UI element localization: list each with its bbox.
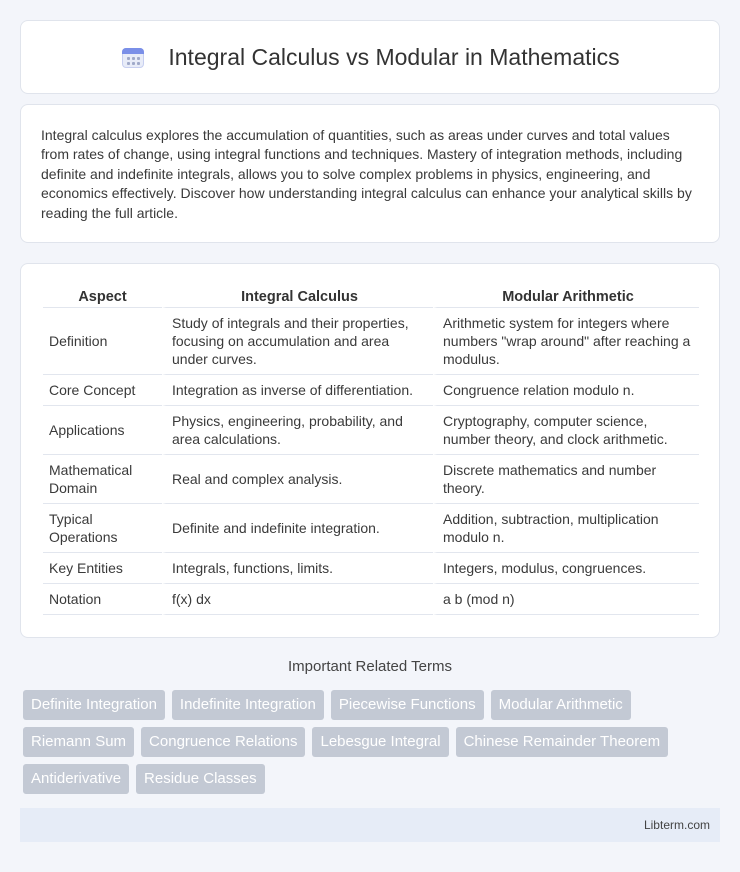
intro-paragraph: Integral calculus explores the accumulation of quantities, such as areas under curves and total values from rates of change, using integral functions and techniques. Mastery of integration methods, including definite and indefinite integrals, allows you to solve complex problems in physics, engineering, and economics effectively. Discover how understanding integral calculus can enhance your analytical skills by reading the full article. <box>41 127 692 221</box>
term-chip[interactable]: Lebesgue Integral <box>312 727 448 757</box>
comparison-table <box>43 286 699 615</box>
aspect-cell: Core Concept <box>43 375 162 406</box>
page-title: Integral Calculus vs Modular in Mathematics <box>168 43 620 70</box>
related-terms-heading: Important Related Terms <box>288 658 452 675</box>
integral-cell: Physics, engineering, probability, and area calculations. <box>162 406 433 455</box>
integral-cell: Definite and indefinite integration. <box>162 504 433 553</box>
integral-cell: Integration as inverse of differentiation. <box>162 375 433 406</box>
aspect-cell: Typical Operations <box>43 504 162 553</box>
term-chip[interactable]: Antiderivative <box>23 764 129 794</box>
table-row <box>43 553 699 584</box>
header-integral-calculus: Integral Calculus <box>162 286 433 308</box>
table-row <box>43 584 699 615</box>
modular-cell: Congruence relation modulo n. <box>433 375 699 406</box>
modular-cell: Arithmetic system for integers where numbers "wrap around" after reaching a modulus. <box>433 308 699 375</box>
table-row <box>43 375 699 406</box>
term-chip[interactable]: Riemann Sum <box>23 727 134 757</box>
term-chip[interactable]: Definite Integration <box>23 690 165 720</box>
term-chip[interactable]: Piecewise Functions <box>331 690 484 720</box>
term-chip[interactable]: Residue Classes <box>136 764 265 794</box>
integral-cell: Real and complex analysis. <box>162 455 433 504</box>
intro-card <box>20 104 720 243</box>
related-terms-list <box>23 690 723 801</box>
aspect-cell: Notation <box>43 584 162 615</box>
integral-cell: Study of integrals and their properties, focusing on accumulation and area under curves. <box>162 308 433 375</box>
integral-cell: Integrals, functions, limits. <box>162 553 433 584</box>
header-modular-arithmetic: Modular Arithmetic <box>433 286 699 308</box>
integral-cell: f(x) dx <box>162 584 433 615</box>
comparison-card <box>20 263 720 638</box>
term-chip[interactable]: Chinese Remainder Theorem <box>456 727 669 757</box>
table-header-row <box>43 286 699 308</box>
term-chip[interactable]: Congruence Relations <box>141 727 305 757</box>
modular-cell: Discrete mathematics and number theory. <box>433 455 699 504</box>
modular-cell: a b (mod n) <box>433 584 699 615</box>
aspect-cell: Applications <box>43 406 162 455</box>
title-wrap <box>120 44 619 71</box>
header-aspect: Aspect <box>43 286 162 308</box>
modular-cell: Integers, modulus, congruences. <box>433 553 699 584</box>
modular-cell: Cryptography, computer science, number theory, and clock arithmetic. <box>433 406 699 455</box>
modular-cell: Addition, subtraction, multiplication modulo n. <box>433 504 699 553</box>
footer <box>20 808 720 842</box>
table-row <box>43 455 699 504</box>
aspect-cell: Definition <box>43 308 162 375</box>
term-chip[interactable]: Modular Arithmetic <box>491 690 631 720</box>
calendar-icon <box>120 44 146 70</box>
table-row <box>43 504 699 553</box>
footer-site-link[interactable]: Libterm.com <box>643 818 710 832</box>
table-row <box>43 406 699 455</box>
title-card <box>20 20 720 94</box>
aspect-cell: Key Entities <box>43 553 162 584</box>
table-row <box>43 308 699 375</box>
term-chip[interactable]: Indefinite Integration <box>172 690 324 720</box>
aspect-cell: Mathematical Domain <box>43 455 162 504</box>
